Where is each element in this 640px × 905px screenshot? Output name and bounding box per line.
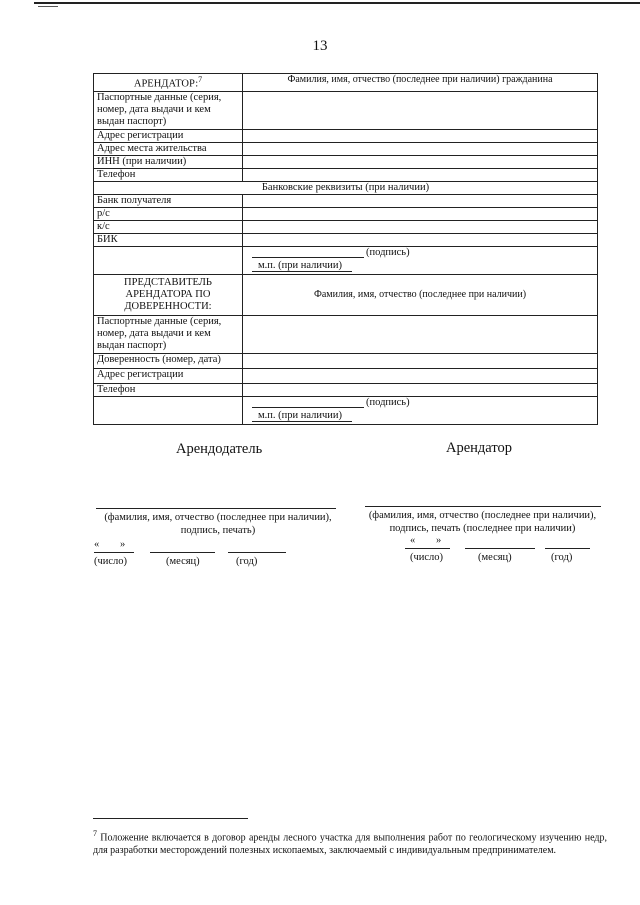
tenant-label-cell	[94, 74, 243, 92]
row-value-rs[interactable]	[243, 207, 598, 220]
tenant-month-line[interactable]	[465, 548, 535, 549]
tenant-caption: (фамилия, имя, отчество (последнее при наличии), подпись, печать (последнее при наличии)	[368, 510, 597, 534]
tenant-year-line[interactable]	[545, 548, 590, 549]
tenant-role: Арендатор	[446, 440, 513, 456]
bank-details-header: Банковские реквизиты (при наличии)	[94, 181, 598, 194]
citizen-fio-header: Фамилия, имя, отчество (последнее при наличии) гражданина	[243, 74, 598, 92]
rep-row-label-registration: Адрес регистрации	[94, 368, 243, 383]
tenant-details-table	[93, 73, 598, 425]
rep-stamp-line	[252, 421, 352, 422]
tenant-year-caption: (год)	[551, 552, 573, 563]
row-label-residence: Адрес места жительства	[94, 142, 243, 155]
row-value-inn[interactable]	[243, 155, 598, 168]
row-label-rs: р/с	[94, 207, 243, 220]
stamp-caption: м.п. (при наличии)	[258, 259, 342, 271]
row-label-phone: Телефон	[94, 168, 243, 181]
rep-row-value-phone[interactable]	[243, 383, 598, 396]
signature-empty-cell	[94, 246, 243, 274]
row-value-bik[interactable]	[243, 233, 598, 246]
landlord-signature-line[interactable]	[96, 508, 336, 509]
row-value-ks[interactable]	[243, 220, 598, 233]
tenant-label: АРЕНДАТОР:	[133, 78, 199, 90]
footnote-mark: 7	[93, 829, 97, 838]
rep-signature-empty-cell	[94, 396, 243, 424]
tenant-day-line[interactable]	[405, 548, 450, 549]
signature-caption: (подпись)	[366, 246, 410, 258]
landlord-caption: (фамилия, имя, отчество (последнее при наличии), подпись, печать)	[104, 512, 332, 536]
tenant-signature-line[interactable]	[365, 506, 601, 507]
page-number: 13	[312, 38, 328, 54]
tenant-quote-open: «	[410, 535, 416, 546]
footnote-separator	[93, 818, 248, 819]
landlord-quote-close: »	[120, 539, 126, 550]
landlord-role: Арендодатель	[176, 441, 263, 457]
rep-row-label-power-of-attorney: Доверенность (номер, дата)	[94, 353, 243, 368]
row-value-residence[interactable]	[243, 142, 598, 155]
landlord-month-caption: (месяц)	[166, 556, 200, 567]
tenant-day-caption: (число)	[410, 552, 444, 563]
representative-label: ПРЕДСТАВИТЕЛЬ АРЕНДАТОРА ПО ДОВЕРЕННОСТИ:	[94, 274, 243, 315]
tenant-month-caption: (месяц)	[478, 552, 512, 563]
footnote-ref: 7	[198, 75, 203, 84]
row-value-bank[interactable]	[243, 194, 598, 207]
rep-signature-cell[interactable]	[243, 396, 598, 424]
rep-row-value-passport[interactable]	[243, 315, 598, 353]
footnote	[93, 827, 607, 857]
row-value-passport[interactable]	[243, 91, 598, 129]
top-border-line	[34, 2, 640, 4]
row-label-passport: Паспортные данные (серия, номер, дата выдачи и кем выдан паспорт)	[94, 91, 243, 129]
signature-line	[252, 257, 364, 258]
landlord-day-line[interactable]	[94, 552, 134, 553]
rep-row-label-passport: Паспортные данные (серия, номер, дата выдачи и кем выдан паспорт)	[94, 315, 243, 353]
landlord-month-line[interactable]	[150, 552, 215, 553]
landlord-year-caption: (год)	[236, 556, 258, 567]
rep-row-value-registration[interactable]	[243, 368, 598, 383]
rep-signature-line	[252, 407, 364, 408]
landlord-day-caption: (число)	[94, 556, 128, 567]
stamp-line	[252, 271, 352, 272]
rep-stamp-caption: м.п. (при наличии)	[258, 409, 342, 421]
rep-row-value-power-of-attorney[interactable]	[243, 353, 598, 368]
rep-signature-caption: (подпись)	[366, 396, 410, 408]
row-value-registration[interactable]	[243, 129, 598, 142]
footnote-text: Положение включается в договор аренды лесного участка для выполнения работ по геологическому изучению недр, для разработки месторождений полезных ископаемых, заключаемый с индивидуальным предпринимателем.	[93, 832, 608, 857]
row-label-inn: ИНН (при наличии)	[94, 155, 243, 168]
row-label-ks: к/с	[94, 220, 243, 233]
tenant-signature-cell[interactable]	[243, 246, 598, 274]
representative-fio-header: Фамилия, имя, отчество (последнее при наличии)	[243, 274, 598, 315]
rep-row-label-phone: Телефон	[94, 383, 243, 396]
tenant-quote-close: »	[436, 535, 442, 546]
row-label-bank: Банк получателя	[94, 194, 243, 207]
landlord-year-line[interactable]	[228, 552, 286, 553]
row-label-registration: Адрес регистрации	[94, 129, 243, 142]
row-label-bik: БИК	[94, 233, 243, 246]
landlord-quote-open: «	[94, 539, 100, 550]
row-value-phone[interactable]	[243, 168, 598, 181]
